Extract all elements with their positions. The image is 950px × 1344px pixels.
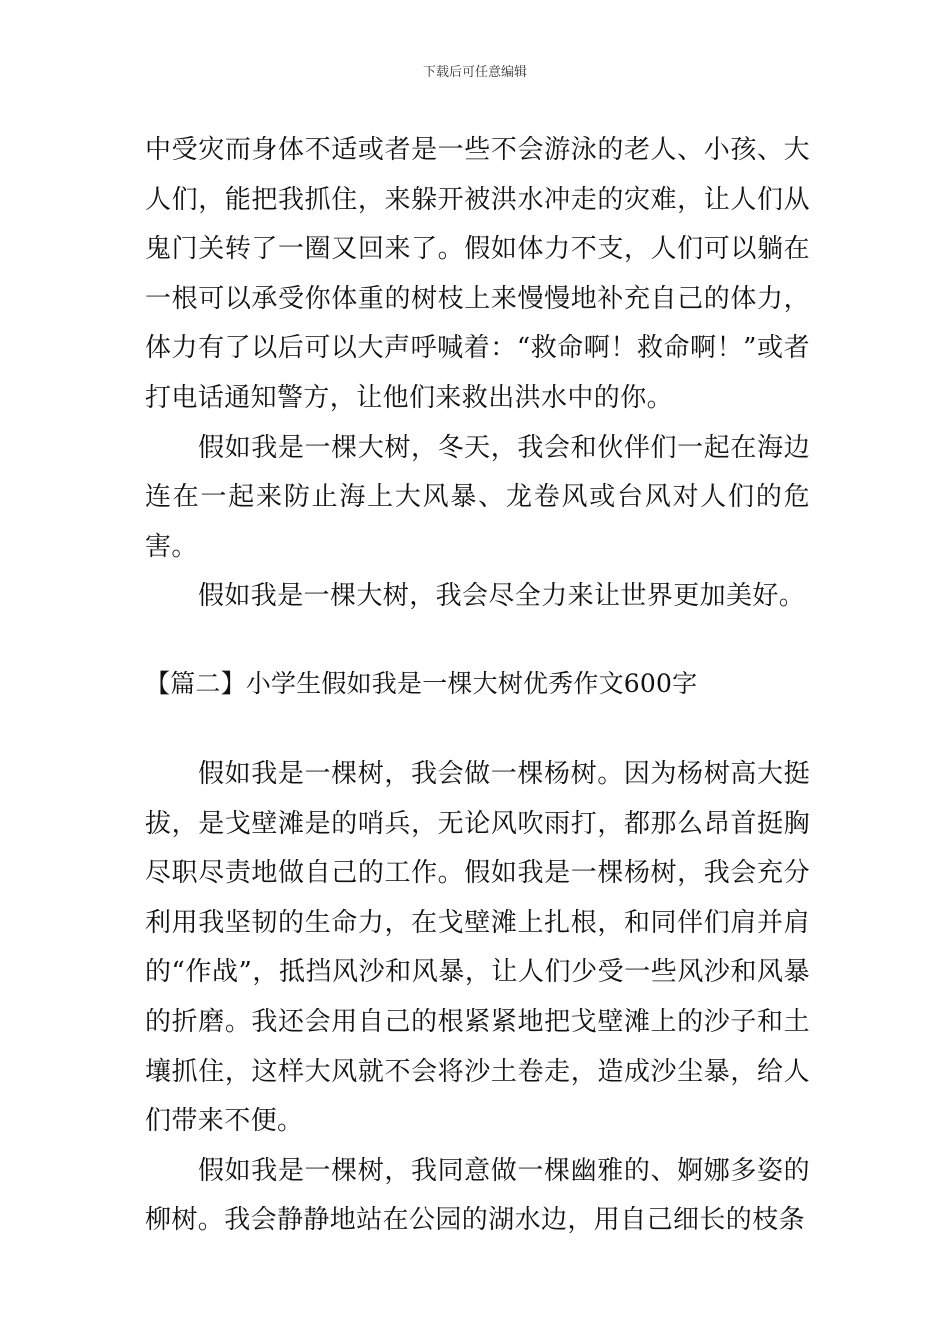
page-header-note: 下载后可任意编辑 — [422, 65, 527, 80]
article-body — [145, 126, 810, 1246]
paragraph-better-world: 假如我是一棵大树，我会尽全力来让世界更加美好。 — [198, 581, 806, 612]
paragraph-continued: 中受灾而身体不适或者是一些不会游泳的老人、小孩、大人们，能把我抓住，来躲开被洪水冲走的灾难，让人们从鬼门关转了一圈又回来了。假如体力不支，人们可以躺在一根可以承受你体重的树枝上来慢慢地补充自己的体力，体力有了以后可以大声呼喊着：“救命啊！救命啊！”或者打电话通知警方，让他们来救出洪水中的你。 — [145, 135, 810, 413]
paragraph-willow-tree: 假如我是一棵树，我同意做一棵幽雅的、婀娜多姿的柳树。我会静静地站在公园的湖水边，用自己细长的枝条 — [145, 1155, 810, 1236]
paragraph-winter-tree: 假如我是一棵大树，冬天，我会和伙伴们一起在海边连在一起来防止海上大风暴、龙卷风或台风对人们的危害。 — [145, 432, 810, 562]
spacer — [145, 622, 810, 664]
section-title: 【篇二】小学生假如我是一棵大树优秀作文600字 — [145, 668, 698, 698]
paragraph-poplar-tree: 假如我是一棵树，我会做一棵杨树。因为杨树高大挺拔，是戈壁滩是的哨兵，无论风吹雨打，都那么昂首挺胸尽职尽责地做自己的工作。假如我是一棵杨树，我会充分利用我坚韧的生命力，在戈壁滩上扎根，和同伴们肩并肩的“作战”，抵挡风沙和风暴，让人们少受一些风沙和风暴的折磨。我还会用自己的根紧紧地把戈壁滩上的沙子和土壤抓住，这样大风就不会将沙土卷走，造成沙尘暴，给人们带来不便。 — [145, 758, 810, 1137]
spacer — [145, 704, 810, 750]
